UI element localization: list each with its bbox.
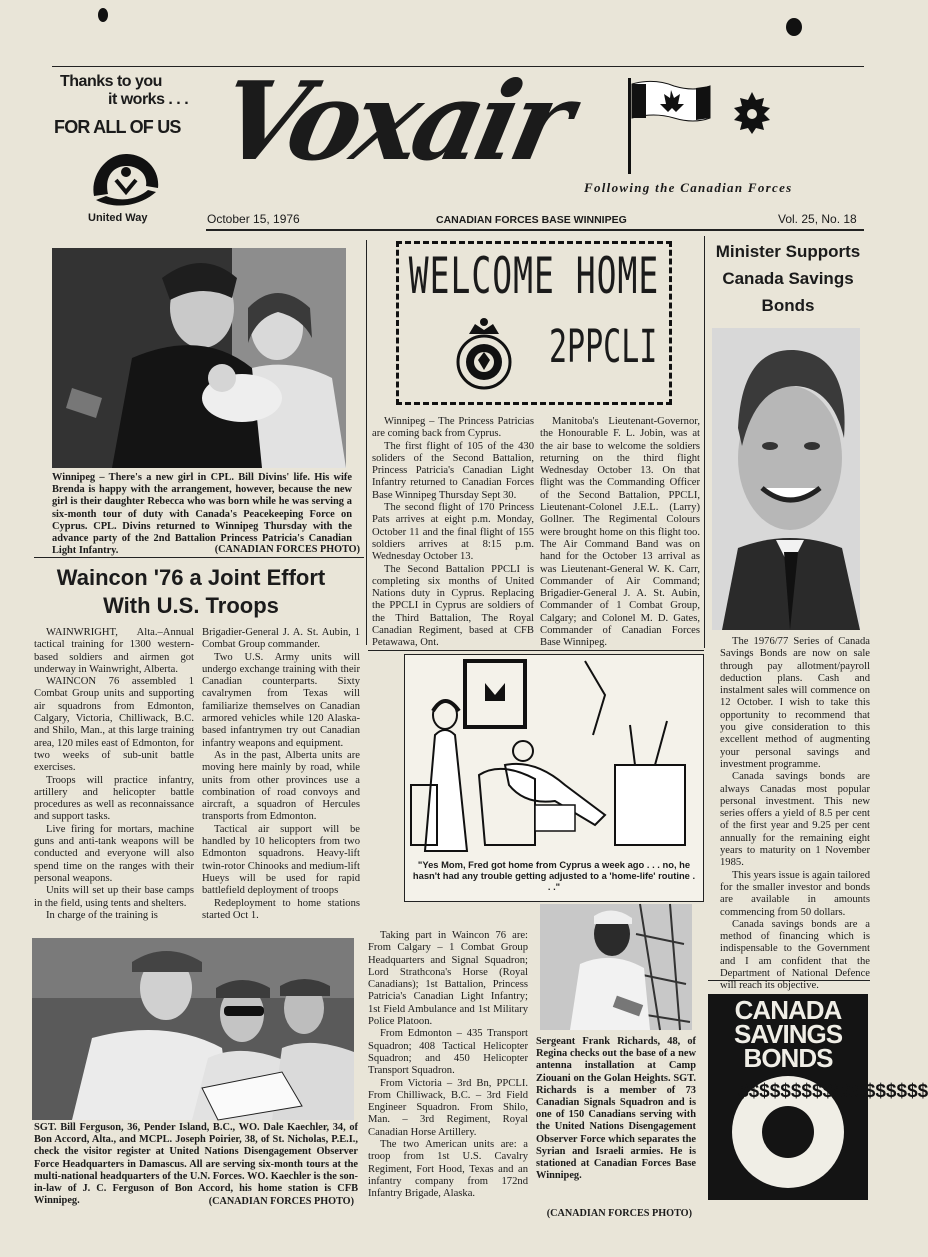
csb-line3: BONDS (743, 1043, 833, 1073)
waincon-headline: Waincon '76 a Joint Effort With U.S. Troops (56, 565, 326, 618)
waincon-col1-p6: In charge of the training is (46, 909, 158, 921)
tagline: Following the Canadian Forces (584, 180, 793, 195)
welcome-line2: 2PPCLI (549, 321, 658, 374)
waincon-col3-p1: Taking part in Waincon 76 are: From Calgary – 1 Combat Group Headquarters and Signal Squadron; Lord Strathcona's Horse (Royal Canadians); 1st Battalion, Princess Patricia's Canadian Light Infantry; 1st Field Ambulance and 1st Military Police Platoon. (368, 930, 528, 1028)
welcome-col1-p2: The first flight of 105 of the 430 soliders of the Second Battalion, Princess Patricia's Canadian Light Infantry returned to Canadian Forces Base Winnipeg Thursday Sept 30. (372, 440, 534, 501)
waincon-col2-p1: Brigadier-General J. A. St. Aubin, 1 Combat Group commander. (202, 627, 360, 651)
rule-under-welcome (368, 650, 704, 651)
waincon-col2-p5: Redeployment to home stations started Oct 1. (202, 897, 360, 921)
welcome-col1-p1: Winnipeg – The Princess Patricias are coming back from Cyprus. (372, 416, 534, 440)
photo-visitor-credit: (CANADIAN FORCES PHOTO) (208, 1196, 354, 1207)
minister-p4: Canada savings bonds are a method of financing which is indispensable to the Government and I am confident that the Department of National Defence will reach its objective. (720, 918, 870, 992)
waincon-col2-p3: As in the past, Alberta units are moving here mainly by road, while units from other provinces use a combination of road convoys and aircraft, a squadron of Hercules transports from Edmonton. (202, 749, 360, 823)
canada-flag-icon (624, 78, 714, 174)
volume-number: Vol. 25, No. 18 (778, 212, 857, 226)
welcome-line1: WELCOME HOME (408, 246, 660, 305)
welcome-story-col2 (540, 416, 700, 650)
welcome-home-box (396, 241, 672, 405)
waincon-col3-p2: From Edmonton – 435 Transport Squadron; 408 Tactical Helicopter Squadron; and 450 Helicopter Transport Squadron. (368, 1028, 528, 1077)
welcome-story-col1 (372, 416, 534, 650)
waincon-col1 (34, 627, 194, 922)
waincon-col2-p4: Tactical air support will be handled by 10 helicopters from two Edmonton squadrons. Heavy-lift twin-rotor Chinooks and medium-lift Hueys will be used for rapid battlefield deployment of troops (202, 823, 360, 897)
minister-p2: Canada savings bonds are always Canadas most popular personal investment. This new series offers a yield of 8.5 per cent of the first year and 9.25 per cent annually for the remaining eight years to maturity on 1 November 1985. (720, 771, 870, 869)
waincon-col1-p4: Live firing for mortars, machine guns and anti-tank weapons will be conducted and everyone will also spend time on the ranges with their personal weapons. (34, 823, 194, 884)
csb-coin (732, 1076, 928, 1188)
csb-ad (708, 994, 928, 1200)
newspaper-title: Voxair (208, 59, 578, 185)
waincon-col1-p1: WAINWRIGHT, Alta.–Annual tactical training for 1300 western-based soldiers and airmen got underway in Wainwright, Alberta. (34, 627, 194, 675)
uw-line2: it works . . . (108, 91, 189, 108)
minister-p3: This years issue is again tailored for the smaller investor and bonds are available in amounts commencing from 50 dollars. (720, 869, 870, 918)
waincon-col1-p3: Troops will practice infantry, artillery and helicopter battle procedures as well as reconnaissance and support tasks. (34, 774, 194, 823)
rule-right-col (704, 236, 705, 648)
minister-p1: The 1976/77 Series of Canada Savings Bonds are now on sale through pay allotment/payroll deduction plans. Cash and instalment sales will commence on 12 October. I wish to take this opportunity to recommend that you give consideration to this excellent method of augmenting your personal savings and investment programme. (720, 636, 870, 770)
csb-coin-center (762, 1106, 814, 1158)
uw-line3: FOR ALL OF US (54, 117, 181, 137)
waincon-col3-p3: From Victoria – 3rd Bn, PPCLI. From Chilliwack, B.C. – 3rd Field Engineer Squadron. From Shilo, Man. – 3rd Regiment, Royal Canadian Horse Artillery. (368, 1077, 528, 1138)
uw-line1: Thanks to you (60, 73, 162, 90)
welcome-col1-p3: The second flight of 170 Princess Pats arrives at eight p.m. Monday, October 11 and the final flight of 155 soldiers arrives at 8:15 p.m. Wednesday October 13. (372, 502, 534, 563)
waincon-col3 (368, 930, 528, 1201)
photo-visitor-caption: SGT. Bill Ferguson, 36, Pender Island, B.C., WO. Dale Kaechler, 34, of Bon Accord, Alta., and MCPL. Joseph Poirier, 38, of St. Nicholas, P.E.I., check the visitor register at United Nations Disengagement Observer Force Headquarters in Damascus. All are serving six-month tours at the multi-national headquarters of the U.N. Forces. WO. Kaechler is the son-in-law of J. C. Ferguson of Bon Accord, his home station is CFB Winnipeg. (34, 1122, 358, 1207)
rule-left-col (366, 240, 367, 645)
minister-headline: Minister Supports Canada Savings Bonds (715, 242, 861, 315)
minister-body (720, 636, 870, 993)
forces-crest-icon (730, 90, 774, 136)
csb-coin-text: $$$$$$$$$$$$$$$$$$ (738, 1081, 928, 1102)
united-way-brand: United Way (88, 212, 148, 224)
rule-above-waincon (34, 557, 364, 558)
cartoon-drawing (405, 655, 703, 855)
waincon-col2-p2: Two U.S. Army units will undergo exchange training with their Canadian counterparts. Sixty cavalrymen from Texas will familiarize themselves on Canadian armored vehicles while 120 Alaska-based infantrymen try out Canadian infantry weapons and equipment. (202, 651, 360, 749)
photo-minister (712, 328, 860, 630)
issue-date: October 15, 1976 (207, 212, 300, 226)
waincon-col2 (202, 627, 360, 922)
photo-richards-credit: (CANADIAN FORCES PHOTO) (546, 1208, 692, 1219)
cartoon-caption: "Yes Mom, Fred got home from Cyprus a week ago . . . no, he hasn't had any trouble getting adjusted to a 'home-life' routine . . ." (412, 859, 696, 892)
welcome-col1-p4: The Second Battalion PPCLI is completing six months of United Nations duty in Cyprus. Replacing the PPCLI in Cyprus are soldiers of the Third Battalion, The Royal Canadian Regiment, based at CFB Petawawa, Ont. (372, 563, 534, 649)
csb-line1: CANADA (734, 995, 842, 1025)
waincon-col1-p5: Units will set up their base camps in the field, using tents and shelters. (34, 885, 194, 909)
united-way-logo-icon (86, 146, 166, 212)
punch-hole-left (98, 8, 108, 22)
united-way-block (54, 73, 204, 224)
photo-family-credit: (CANADIAN FORCES PHOTO) (214, 544, 360, 555)
welcome-col2-p1: Manitoba's Lieutenant-Governor, the Honourable F. L. Jobin, was at the air base to welcome the soldiers returning on the third flight Wednesday October 13. On that flight was the Commanding Officer of the Second Battalion, PPCLI, Lieutenant-Colonel J.E.L. (Larry) Gollner. The Regimental Colours were brought home on this flight too. The Air Command Band was on hand for the October 13 arrival as was Lieutenant-General W. K. Carr, Commander of Air Command; Brigadier-General J. A. St. Aubin, Commander of 1 Combat Group, Calgary; and Colonel M. D. Gates, Commander of Canadian Forces Base Winnipeg. (540, 416, 700, 649)
photo-richards-caption: Sergeant Frank Richards, 48, of Regina checks out the base of a new antenna installation at Camp Ziouani on the Golan Heights. SGT. Richards is a member of 73 Canadian Signals Squadron and is one of 150 Canadians serving with the United Nations Disengagement Observer Force which separates the Syrian and Israeli armies. He is stationed at Canadian Forces Base Winnipeg. (536, 1036, 696, 1182)
cartoon (404, 654, 704, 902)
masthead-rule (206, 229, 864, 231)
photo-family-caption: Winnipeg – There's a new girl in CPL. Bill Divins' life. His wife Brenda is happy with the arrangement, however, because the new girl is their daughter Rebecca who was born while he was serving a six-month tour of duty with Canada's Peacekeeping Force on Cyprus. CPL. Divins returned to Winnipeg Thursday with the advance party of the 2nd Battalion Princess Patricia's Canadian Light Infantry. (52, 472, 352, 557)
punch-hole-right (786, 18, 802, 36)
ppcli-badge-icon (455, 316, 513, 394)
csb-line2: SAVINGS (733, 1019, 843, 1049)
waincon-col1-p2: WAINCON 76 assembled 1 Combat Group units and supporting air squadrons from Edmonton, Calgary, Victoria, Chilliwack, B.C. and Shilo, Man., at this large training area, 120 miles east of Edmonton, for two weeks of sub-unit battle exercises. (34, 676, 194, 774)
photo-family (52, 248, 346, 468)
photo-visitor-register (32, 938, 354, 1120)
photo-richards (540, 904, 692, 1030)
base-name: CANADIAN FORCES BASE WINNIPEG (436, 214, 627, 226)
waincon-col3-p4: The two American units are: a troop from 1st U.S. Cavalry Regiment, Fort Hood, Texas and an infantry company from 172nd Infantry Brigade, Alaska. (368, 1139, 528, 1200)
